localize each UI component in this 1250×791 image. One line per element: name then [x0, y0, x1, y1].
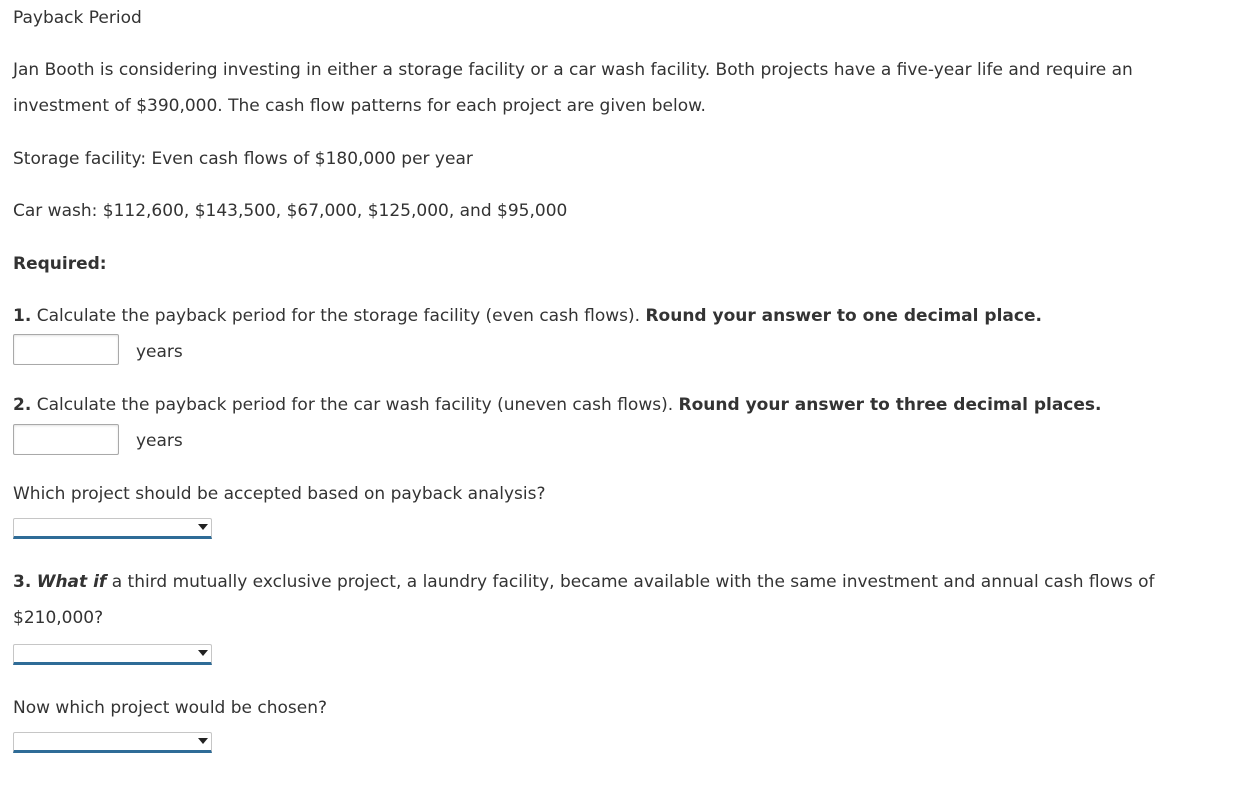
chevron-down-icon: [198, 524, 208, 530]
question-1-rounding: Round your answer to one decimal place.: [645, 306, 1042, 326]
question-2-text: Calculate the payback period for the car wash facility (uneven cash flows).: [31, 395, 679, 415]
question-1-text: Calculate the payback period for the storage facility (even cash flows).: [31, 306, 646, 326]
chosen-project-dropdown[interactable]: [13, 732, 212, 753]
question-3-whatif: What if: [36, 572, 107, 592]
chevron-down-icon: [198, 650, 208, 656]
carwash-payback-input[interactable]: [13, 424, 119, 455]
page-title: Payback Period: [13, 8, 142, 28]
accept-project-prompt: Which project should be accepted based on payback analysis?: [13, 484, 546, 504]
intro-line-2: investment of $390,000. The cash flow patterns for each project are given below.: [13, 96, 706, 116]
laundry-project-dropdown[interactable]: [13, 644, 212, 665]
storage-cash-flows: Storage facility: Even cash flows of $180,000 per year: [13, 149, 473, 169]
question-3-line-1: [13, 571, 1155, 593]
required-label: Required:: [13, 254, 107, 274]
carwash-payback-unit: years: [136, 431, 183, 451]
question-3-number: 3.: [13, 572, 32, 592]
question-2-number: 2.: [13, 395, 32, 415]
question-3-line-2: $210,000?: [13, 608, 104, 628]
question-1: [13, 305, 1042, 327]
carwash-cash-flows: Car wash: $112,600, $143,500, $67,000, $125,000, and $95,000: [13, 201, 568, 221]
chosen-project-prompt: Now which project would be chosen?: [13, 698, 328, 718]
storage-payback-input[interactable]: [13, 334, 119, 365]
intro-line-1: Jan Booth is considering investing in either a storage facility or a car wash facility. Both projects have a five-year life and require an: [13, 60, 1133, 80]
accept-project-dropdown[interactable]: [13, 518, 212, 539]
storage-payback-unit: years: [136, 342, 183, 362]
question-3-text: a third mutually exclusive project, a laundry facility, became available with the same investment and annual cash flows of: [106, 572, 1155, 592]
question-2: [13, 394, 1102, 416]
chevron-down-icon: [198, 738, 208, 744]
question-1-number: 1.: [13, 306, 32, 326]
question-2-rounding: Round your answer to three decimal places.: [678, 395, 1102, 415]
